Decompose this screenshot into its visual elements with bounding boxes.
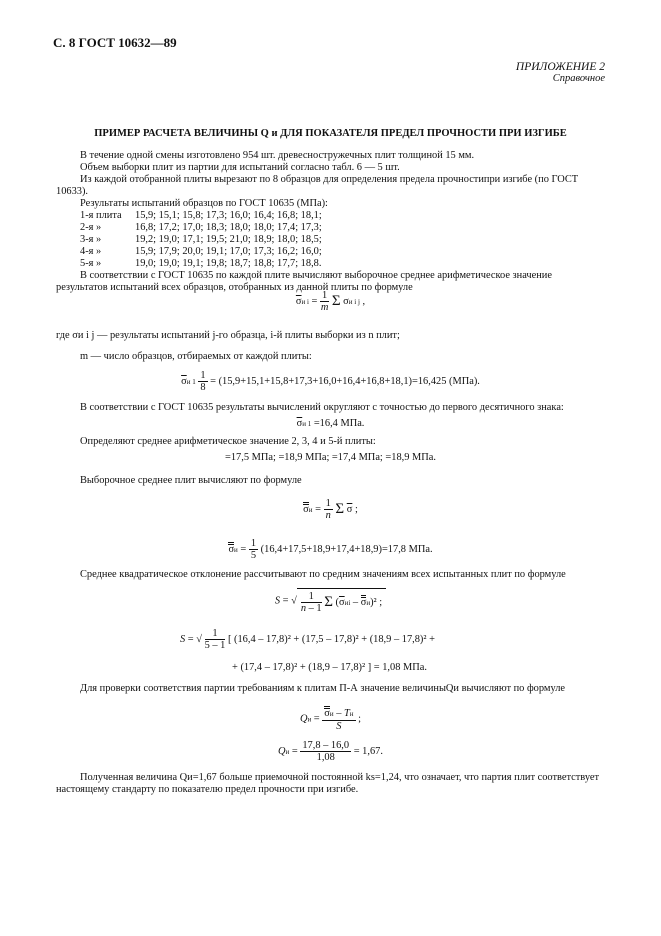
paragraph-q: Для проверки соответствия партии требованиям к плитам П-А значение величиныQи вычисляют по формуле xyxy=(80,683,566,694)
page-header: С. 8 ГОСТ 10632—89 xyxy=(53,35,177,50)
paragraph-std: Среднее квадратическое отклонение рассчитывают по средним значениям всех испытанных плит по формуле xyxy=(80,569,566,580)
formula-std: S = √ $\frac{1}{n - 1}$ Σ $(\overline{\sigma}иi - \sigma и)^2$ ; xyxy=(0,588,661,614)
intro-line-4: Результаты испытаний образцов по ГОСТ 10635 (МПа): xyxy=(80,198,328,209)
calc-sample-mean: σи = $\frac{1}{5}$ (16,4+17,5+18,9+17,4+18,9)=17,8 МПа. xyxy=(228,538,433,561)
paragraph-others: Определяют среднее арифметическое значение 2, 3, 4 и 5-й плиты: xyxy=(80,436,376,447)
result-row: 5-я » 19,0; 19,0; 19,1; 19,8; 18,7; 18,8; 17,7; 18,8. xyxy=(80,258,322,269)
intro-line-2: Объем выборки плит из партии для испытаний согласно табл. 6 — 5 шт. xyxy=(80,162,400,173)
paragraph-conclusion: Полученная величина Qи=1,67 больше приемочной постоянной ks=1,24, что означает, что партия плит соответствует настоящему стандарту по показателю предел прочности при изгибе. xyxy=(56,772,600,795)
others-values: =17,5 МПа; =18,9 МПа; =17,4 МПа; =18,9 МПа. xyxy=(224,452,437,463)
result-row: 4-я » 15,9; 17,9; 20,0; 19,1; 17,0; 17,3; 16,2; 16,0; xyxy=(80,246,322,257)
document-heading: ПРИМЕР РАСЧЕТА ВЕЛИЧИНЫ Q и ДЛЯ ПОКАЗАТЕЛЯ ПРЕДЕЛ ПРОЧНОСТИ ПРИ ИЗГИБЕ xyxy=(94,128,567,139)
paragraph-round: В соответствии с ГОСТ 10635 результаты вычислений округляют с точностью до первого десятичного знака: xyxy=(80,402,564,413)
formula-q: Qи = $\frac{\sigma и - Tн}{S}$ ; xyxy=(299,708,362,732)
calc-std-line-2: + (17,4 – 17,8)² + (18,9 – 17,8)² ] = 1,08 МПа. xyxy=(232,662,427,673)
calc-std-line-1: S = √ $\frac{1}{5 - 1}$ [ (16,4 – 17,8)² + (17,5 – 17,8)² + (18,9 – 17,8)² + xyxy=(180,628,435,651)
appendix-title: ПРИЛОЖЕНИЕ 2 xyxy=(515,61,605,73)
result-row: 2-я » 16,8; 17,2; 17,0; 18,3; 18,0; 18,0; 17,4; 17,3; xyxy=(80,222,322,233)
paragraph-mean: В соответствии с ГОСТ 10635 по каждой плите вычисляют выборочное среднее арифметическое значение результатов испытаний всех образцов, отобранных из данной плиты по формуле xyxy=(56,270,552,293)
formula-mean: $\overline{\sigma}и$ i = $\frac{1}{m}$ Σ σи i j , xyxy=(295,290,366,313)
result-row: 1-я плита 15,9; 15,1; 15,8; 17,3; 16,0; 16,4; 16,8; 18,1; xyxy=(80,210,322,221)
appendix-subtitle: Справочное xyxy=(552,73,605,84)
result-row: 3-я » 19,2; 19,0; 17,1; 19,5; 21,0; 18,9; 18,0; 18,5; xyxy=(80,234,322,245)
calc-plate-1: $\overline{\sigma}и$ 1 $\frac{1}{8}$ = (15,9+15,1+15,8+17,3+16,0+16,4+16,8+18,1)=16,425 (МПа). xyxy=(181,370,480,393)
intro-line-1: В течение одной смены изготовлено 954 шт. древесностружечных плит толщиной 15 мм. xyxy=(80,150,475,161)
appendix-label xyxy=(516,61,605,84)
paragraph-sample: Выборочное среднее плит вычисляют по формуле xyxy=(80,475,302,486)
formula-sample-mean: σи = $\frac{1}{n}$ Σ $\overline{\sigma}$ ; xyxy=(303,498,358,521)
intro-line-3: Из каждой отобранной плиты вырезают по 8 образцов для определения предела прочностипри изгибе (по ГОСТ 10633). xyxy=(56,174,579,197)
calc-q: Qи = $\frac{17,8 - 16,0}{1,08}$ = 1,67. xyxy=(278,740,383,763)
where-line-2: m — число образцов, отбираемых от каждой плиты: xyxy=(80,351,312,362)
where-line-1: где σи i j — результаты испытаний j-го образца, i-й плиты выборки из n плит; xyxy=(56,330,400,341)
rounded-plate-1: $\overline{\sigma}и$ 1 =16,4 МПа. xyxy=(296,418,365,429)
